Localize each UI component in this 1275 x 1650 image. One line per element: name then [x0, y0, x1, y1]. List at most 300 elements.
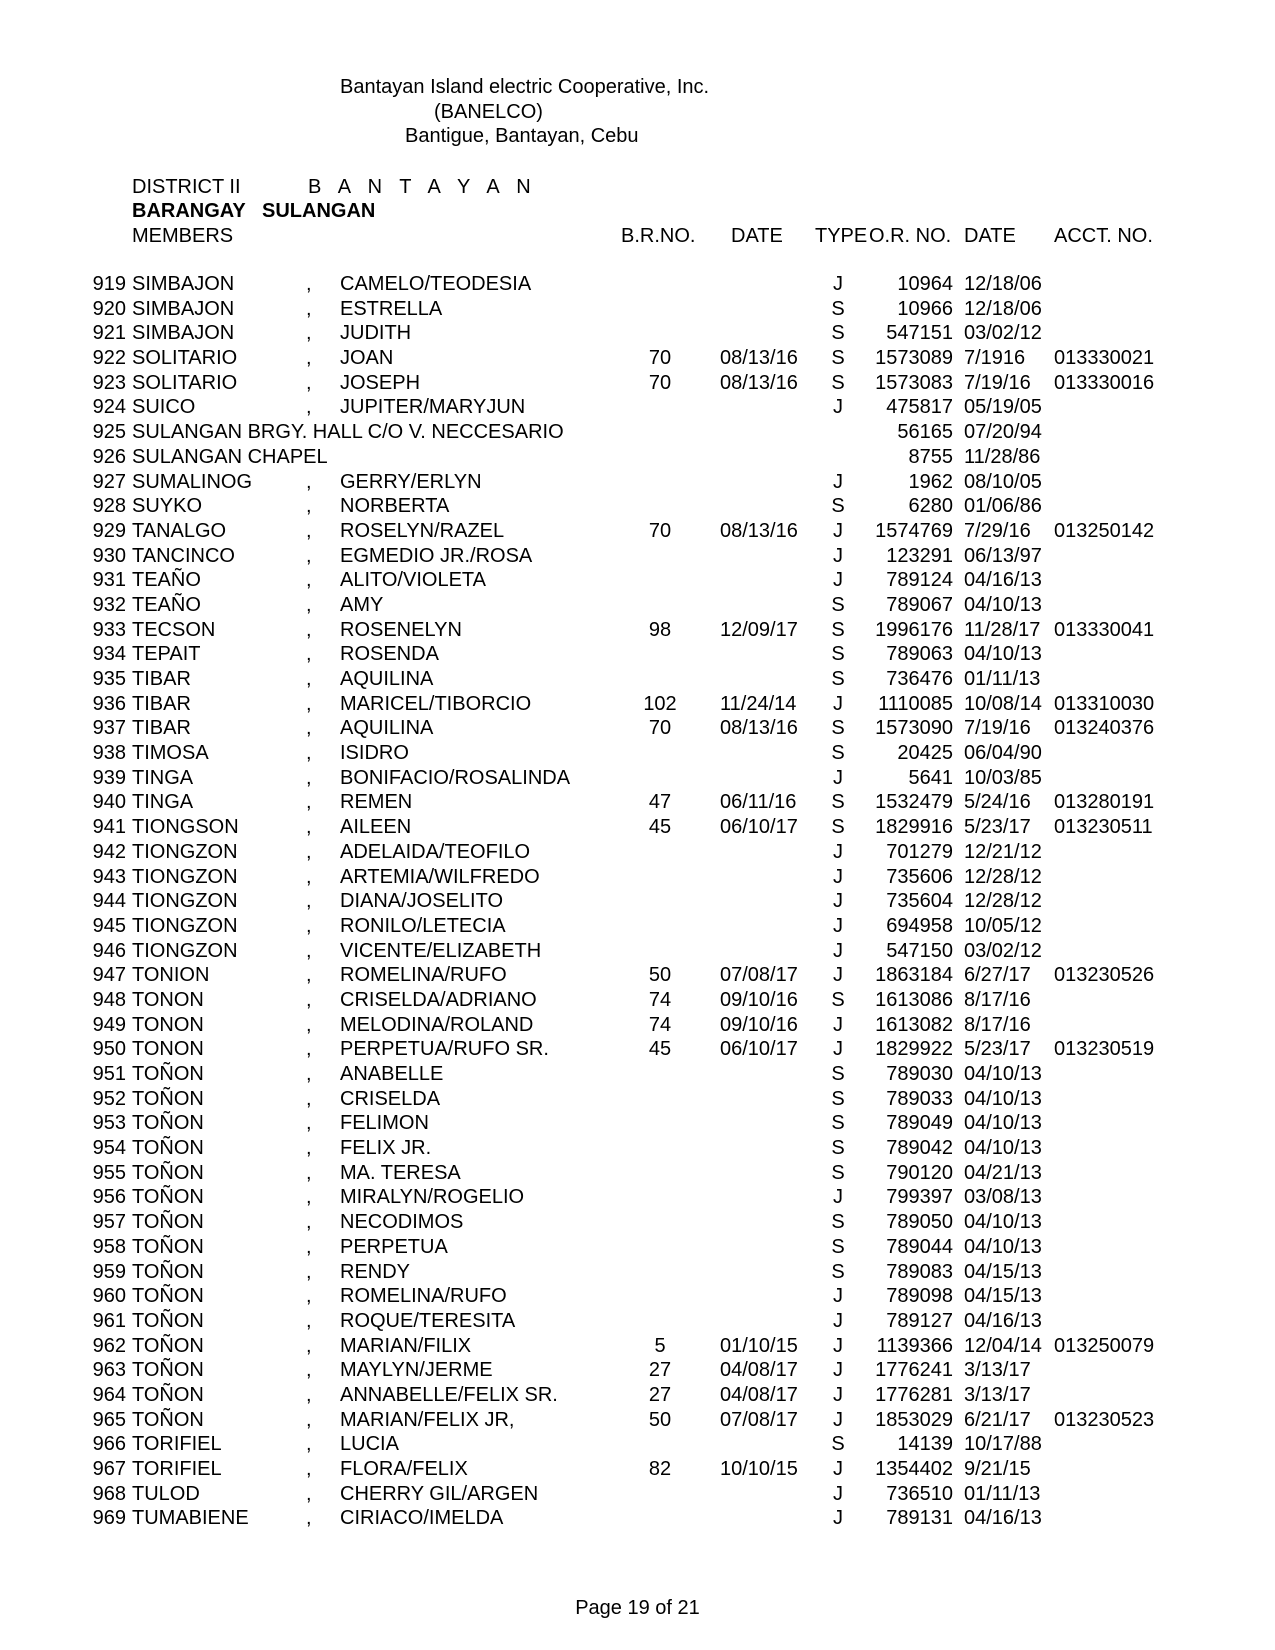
member-number: 932	[92, 593, 126, 616]
member-first-name: ARTEMIA/WILFREDO	[340, 865, 540, 888]
or-number: 789042	[886, 1137, 953, 1160]
member-number: 960	[92, 1285, 126, 1308]
name-separator: ,	[306, 593, 312, 616]
member-number: 944	[92, 890, 126, 913]
table-row	[0, 1284, 1275, 1309]
organization-name: Bantayan Island electric Cooperative, Inc.	[340, 76, 710, 98]
column-header-acct-no: ACCT. NO.	[1054, 225, 1153, 247]
member-last-name: SIMBAJON	[132, 322, 235, 345]
or-number: 789067	[886, 593, 953, 616]
member-first-name: FELIMON	[340, 1112, 429, 1135]
br-date: 06/10/17	[720, 816, 798, 839]
name-separator: ,	[306, 988, 312, 1011]
name-separator: ,	[306, 964, 312, 987]
or-date: 9/21/15	[964, 1458, 1031, 1480]
or-date: 03/02/12	[964, 322, 1042, 345]
or-date: 12/21/12	[964, 840, 1042, 863]
member-first-name: ESTRELLA	[340, 297, 443, 320]
member-number: 946	[92, 939, 126, 962]
member-number: 921	[92, 322, 126, 345]
table-row	[0, 346, 1275, 371]
member-last-name: SUYKO	[132, 495, 203, 518]
name-separator: ,	[306, 519, 312, 542]
name-separator: ,	[306, 1260, 312, 1283]
member-first-name: NORBERTA	[340, 495, 450, 518]
page-number: Page 19 of 21	[575, 1597, 700, 1619]
table-row	[0, 1309, 1275, 1334]
account-number: 013230511	[1054, 816, 1153, 839]
member-type: J	[833, 569, 843, 592]
barangay-line	[132, 199, 376, 223]
member-type: J	[833, 1458, 843, 1480]
br-number: 50	[648, 1408, 672, 1431]
member-type: S	[831, 816, 845, 839]
table-row	[0, 1408, 1275, 1433]
member-first-name: JOSEPH	[340, 371, 421, 394]
member-first-name: ISIDRO	[340, 742, 409, 765]
table-row	[0, 618, 1275, 643]
member-number: 923	[92, 371, 126, 394]
name-separator: ,	[306, 791, 312, 814]
member-last-name: TOÑON	[132, 1334, 204, 1357]
or-date: 04/10/13	[964, 1137, 1042, 1160]
name-separator: ,	[306, 1408, 312, 1431]
member-first-name: GERRY/ERLYN	[340, 470, 482, 493]
member-first-name: ALITO/VIOLETA	[340, 569, 486, 592]
member-number: 936	[92, 692, 126, 715]
name-separator: ,	[306, 1087, 312, 1110]
or-date: 12/18/06	[964, 273, 1042, 295]
or-date: 11/28/86	[964, 445, 1041, 468]
member-first-name: ANABELLE	[340, 1063, 444, 1085]
table-row	[0, 519, 1275, 544]
member-last-name: TOÑON	[132, 1087, 204, 1110]
member-number: 954	[92, 1137, 126, 1160]
name-separator: ,	[306, 816, 312, 839]
or-date: 04/10/13	[964, 593, 1042, 616]
member-type: J	[833, 1408, 843, 1431]
member-first-name: MARIAN/FILIX	[340, 1334, 472, 1357]
or-date: 03/02/12	[964, 939, 1042, 962]
or-date: 04/16/13	[964, 1309, 1042, 1332]
table-row	[0, 445, 1275, 470]
br-number: 45	[648, 816, 672, 839]
member-last-name: TIBAR	[132, 668, 191, 690]
table-row	[0, 494, 1275, 519]
or-date: 12/28/12	[964, 890, 1042, 913]
or-number: 6280	[908, 495, 953, 518]
name-separator: ,	[306, 914, 312, 937]
column-header-or-date: DATE	[964, 225, 1016, 247]
table-row	[0, 741, 1275, 766]
member-last-name: TIONGZON	[132, 840, 238, 863]
table-row	[0, 297, 1275, 322]
or-date: 04/10/13	[964, 1211, 1042, 1234]
member-first-name: RONILO/LETECIA	[340, 914, 506, 937]
or-number: 1776281	[875, 1383, 953, 1406]
member-number: 938	[92, 742, 126, 765]
member-last-name: TOÑON	[132, 1112, 204, 1135]
name-separator: ,	[306, 273, 312, 295]
account-number: 013250142	[1054, 519, 1155, 542]
name-separator: ,	[306, 939, 312, 962]
or-number: 56165	[897, 421, 953, 444]
member-last-name: SIMBAJON	[132, 273, 235, 295]
member-last-name: SIMBAJON	[132, 297, 235, 320]
or-number: 694958	[886, 914, 953, 937]
table-row	[0, 939, 1275, 964]
name-separator: ,	[306, 766, 312, 789]
name-separator: ,	[306, 322, 312, 345]
table-row	[0, 1161, 1275, 1186]
member-first-name: ROSELYN/RAZEL	[340, 519, 505, 542]
table-row	[0, 815, 1275, 840]
or-number: 8755	[908, 445, 953, 468]
member-first-name: BONIFACIO/ROSALINDA	[340, 766, 571, 789]
member-first-name: JUPITER/MARYJUN	[340, 396, 526, 419]
member-number: 963	[92, 1359, 126, 1382]
name-separator: ,	[306, 1235, 312, 1258]
member-number: 943	[92, 865, 126, 888]
name-separator: ,	[306, 1186, 312, 1209]
member-last-name: TIONGZON	[132, 939, 238, 962]
or-date: 10/03/85	[964, 766, 1042, 789]
member-type: J	[833, 1482, 843, 1505]
member-first-name: MAYLYN/JERME	[340, 1359, 493, 1382]
or-date: 7/29/16	[964, 519, 1031, 542]
name-separator: ,	[306, 569, 312, 592]
member-first-name: MELODINA/ROLAND	[340, 1013, 534, 1036]
member-last-name: TANALGO	[132, 519, 227, 542]
member-last-name: TOÑON	[132, 1359, 204, 1382]
member-number: 926	[92, 445, 126, 468]
br-date: 06/11/16	[720, 791, 797, 814]
district-value: B A N T A Y A N	[308, 176, 537, 198]
member-number: 957	[92, 1211, 126, 1234]
br-number: 74	[648, 988, 672, 1011]
name-separator: ,	[306, 470, 312, 493]
member-last-name: TONON	[132, 1038, 204, 1061]
br-number: 5	[654, 1334, 666, 1357]
br-number: 82	[648, 1458, 672, 1480]
name-separator: ,	[306, 1161, 312, 1184]
or-number: 799397	[886, 1186, 953, 1209]
table-row	[0, 642, 1275, 667]
or-number: 789063	[886, 643, 953, 666]
member-type: S	[831, 297, 845, 320]
member-first-name: PERPETUA/RUFO SR.	[340, 1038, 549, 1061]
member-type: J	[833, 865, 843, 888]
name-separator: ,	[306, 371, 312, 394]
member-last-name: TORIFIEL	[132, 1433, 222, 1456]
or-number: 1532479	[875, 791, 953, 814]
member-type: J	[833, 396, 843, 419]
member-type: S	[831, 593, 845, 616]
or-date: 7/19/16	[964, 371, 1031, 394]
member-first-name: ROSENDA	[340, 643, 439, 666]
member-type: S	[831, 1087, 845, 1110]
member-last-name: SOLITARIO	[132, 371, 238, 394]
table-row	[0, 1260, 1275, 1285]
member-number: 919	[92, 273, 126, 295]
organization-address: Bantigue, Bantayan, Cebu	[405, 125, 639, 147]
name-separator: ,	[306, 297, 312, 320]
account-number: 013230519	[1054, 1038, 1155, 1061]
or-date: 3/13/17	[964, 1359, 1031, 1382]
member-type: S	[831, 1161, 845, 1184]
table-row	[0, 1432, 1275, 1457]
member-first-name: DIANA/JOSELITO	[340, 890, 504, 913]
member-last-name: TONON	[132, 1013, 204, 1036]
member-first-name: AILEEN	[340, 816, 412, 839]
name-separator: ,	[306, 1013, 312, 1036]
or-date: 04/21/13	[964, 1161, 1042, 1184]
member-type: S	[831, 1063, 845, 1085]
member-last-name: SULANGAN BRGY. HALL C/O V. NECCESARIO	[132, 421, 564, 444]
or-date: 6/21/17	[964, 1408, 1031, 1431]
or-number: 701279	[886, 840, 953, 863]
member-type: J	[833, 1038, 843, 1061]
member-number: 955	[92, 1161, 126, 1184]
member-first-name: ANNABELLE/FELIX SR.	[340, 1383, 558, 1406]
or-number: 789124	[886, 569, 953, 592]
member-first-name: JOAN	[340, 347, 394, 370]
member-last-name: TOÑON	[132, 1383, 204, 1406]
member-last-name: TIBAR	[132, 692, 191, 715]
member-last-name: TINGA	[132, 791, 194, 814]
or-number: 1354402	[875, 1458, 953, 1480]
name-separator: ,	[306, 742, 312, 765]
br-date: 11/24/14	[720, 692, 797, 715]
name-separator: ,	[306, 1112, 312, 1135]
table-row	[0, 1037, 1275, 1062]
member-last-name: TOÑON	[132, 1186, 204, 1209]
or-date: 5/23/17	[964, 816, 1031, 839]
br-number: 74	[648, 1013, 672, 1036]
table-row	[0, 1383, 1275, 1408]
table-row	[0, 420, 1275, 445]
or-date: 04/16/13	[964, 1507, 1042, 1530]
member-first-name: CRISELDA	[340, 1087, 441, 1110]
member-type: S	[831, 1433, 845, 1456]
member-last-name: TONON	[132, 988, 204, 1011]
account-number: 013330041	[1054, 618, 1155, 641]
member-first-name: AMY	[340, 593, 384, 616]
or-date: 7/1916	[964, 347, 1026, 370]
table-row	[0, 692, 1275, 717]
member-last-name: TOÑON	[132, 1309, 204, 1332]
member-number: 953	[92, 1112, 126, 1135]
member-type: S	[831, 1260, 845, 1283]
member-number: 929	[92, 519, 126, 542]
or-number: 123291	[886, 544, 953, 567]
or-number: 1573089	[875, 347, 953, 370]
member-type: J	[833, 1285, 843, 1308]
member-type: S	[831, 742, 845, 765]
members-table	[0, 272, 1275, 1531]
br-date: 04/08/17	[720, 1359, 798, 1382]
member-number: 933	[92, 618, 126, 641]
member-type: J	[833, 939, 843, 962]
member-type: S	[831, 618, 845, 641]
member-type: S	[831, 668, 845, 690]
or-number: 789098	[886, 1285, 953, 1308]
member-type: J	[833, 470, 843, 493]
column-header-or-no: O.R. NO.	[869, 225, 952, 247]
br-number: 45	[648, 1038, 672, 1061]
table-row	[0, 1210, 1275, 1235]
account-number: 013250079	[1054, 1334, 1155, 1357]
member-last-name: TOÑON	[132, 1408, 204, 1431]
or-date: 11/28/17	[964, 618, 1041, 641]
or-date: 04/10/13	[964, 1112, 1042, 1135]
or-number: 789131	[886, 1507, 953, 1530]
member-type: J	[833, 1013, 843, 1036]
or-date: 06/13/97	[964, 544, 1042, 567]
or-date: 3/13/17	[964, 1383, 1031, 1406]
member-last-name: TOÑON	[132, 1063, 204, 1085]
member-first-name: NECODIMOS	[340, 1211, 464, 1234]
member-last-name: SUMALINOG	[132, 470, 253, 493]
or-date: 12/04/14	[964, 1334, 1042, 1357]
member-last-name: TINGA	[132, 766, 194, 789]
table-row	[0, 988, 1275, 1013]
member-type: S	[831, 495, 845, 518]
br-date: 06/10/17	[720, 1038, 798, 1061]
or-number: 20425	[897, 742, 953, 765]
or-date: 7/19/16	[964, 717, 1031, 740]
or-number: 1863184	[875, 964, 953, 987]
name-separator: ,	[306, 495, 312, 518]
br-number: 102	[643, 692, 677, 715]
br-date: 09/10/16	[720, 988, 798, 1011]
member-number: 958	[92, 1235, 126, 1258]
table-row	[0, 1334, 1275, 1359]
or-number: 10966	[897, 297, 953, 320]
member-number: 949	[92, 1013, 126, 1036]
or-number: 547150	[886, 939, 953, 962]
member-type: S	[831, 988, 845, 1011]
member-last-name: TOÑON	[132, 1260, 204, 1283]
table-row	[0, 1062, 1275, 1087]
or-number: 1573083	[875, 371, 953, 394]
or-number: 1776241	[875, 1359, 953, 1382]
or-number: 789049	[886, 1112, 953, 1135]
member-number: 924	[92, 396, 126, 419]
member-last-name: TECSON	[132, 618, 216, 641]
account-number: 013230526	[1054, 964, 1155, 987]
or-date: 04/15/13	[964, 1285, 1042, 1308]
or-number: 1829916	[875, 816, 953, 839]
or-number: 790120	[886, 1161, 953, 1184]
member-type: S	[831, 717, 845, 740]
name-separator: ,	[306, 1285, 312, 1308]
table-row	[0, 1457, 1275, 1482]
name-separator: ,	[306, 668, 312, 690]
member-number: 927	[92, 470, 126, 493]
table-row	[0, 470, 1275, 495]
member-first-name: CRISELDA/ADRIANO	[340, 988, 537, 1011]
table-row	[0, 1185, 1275, 1210]
or-date: 08/10/05	[964, 470, 1042, 493]
br-number: 50	[648, 964, 672, 987]
name-separator: ,	[306, 396, 312, 419]
member-number: 965	[92, 1408, 126, 1431]
member-first-name: MA. TERESA	[340, 1161, 461, 1184]
account-number: 013280191	[1054, 791, 1155, 814]
name-separator: ,	[306, 717, 312, 740]
member-type: S	[831, 791, 845, 814]
member-last-name: TOÑON	[132, 1137, 204, 1160]
or-number: 1574769	[875, 519, 953, 542]
column-header-date: DATE	[731, 225, 783, 247]
table-row	[0, 568, 1275, 593]
organization-abbreviation: (BANELCO)	[434, 101, 543, 123]
or-date: 12/28/12	[964, 865, 1042, 888]
member-first-name: VICENTE/ELIZABETH	[340, 939, 542, 962]
member-number: 922	[92, 347, 126, 370]
member-type: S	[831, 1137, 845, 1160]
member-first-name: CHERRY GIL/ARGEN	[340, 1482, 539, 1505]
name-separator: ,	[306, 1433, 312, 1456]
name-separator: ,	[306, 692, 312, 715]
member-type: S	[831, 1112, 845, 1135]
member-number: 945	[92, 914, 126, 937]
or-date: 04/10/13	[964, 1063, 1042, 1085]
name-separator: ,	[306, 865, 312, 888]
table-row	[0, 865, 1275, 890]
or-date: 8/17/16	[964, 1013, 1031, 1036]
or-number: 736476	[886, 668, 953, 690]
member-number: 930	[92, 544, 126, 567]
table-row	[0, 395, 1275, 420]
or-date: 10/17/88	[964, 1433, 1042, 1456]
member-number: 947	[92, 964, 126, 987]
br-date: 08/13/16	[720, 347, 798, 370]
member-type: J	[833, 1186, 843, 1209]
table-row	[0, 544, 1275, 569]
br-number: 70	[648, 519, 672, 542]
member-number: 964	[92, 1383, 126, 1406]
or-date: 03/08/13	[964, 1186, 1042, 1209]
member-type: J	[833, 840, 843, 863]
member-last-name: TEAÑO	[132, 593, 201, 616]
or-number: 1829922	[875, 1038, 953, 1061]
member-last-name: SUICO	[132, 396, 196, 419]
name-separator: ,	[306, 544, 312, 567]
or-date: 04/15/13	[964, 1260, 1042, 1283]
column-header-br-no: B.R.NO.	[621, 225, 696, 247]
table-row	[0, 321, 1275, 346]
member-type: S	[831, 371, 845, 394]
member-first-name: CAMELO/TEODESIA	[340, 273, 532, 295]
name-separator: ,	[306, 347, 312, 370]
name-separator: ,	[306, 1038, 312, 1061]
or-number: 789127	[886, 1309, 953, 1332]
member-type: J	[833, 692, 843, 715]
member-type: S	[831, 1211, 845, 1234]
table-row	[0, 1136, 1275, 1161]
or-number: 1573090	[875, 717, 953, 740]
member-last-name: SOLITARIO	[132, 347, 238, 370]
member-last-name: TEAÑO	[132, 569, 201, 592]
member-number: 968	[92, 1482, 126, 1505]
br-number: 70	[648, 347, 672, 370]
br-date: 04/08/17	[720, 1383, 798, 1406]
account-number: 013230523	[1054, 1408, 1155, 1431]
account-number: 013240376	[1054, 717, 1155, 740]
member-type: S	[831, 347, 845, 370]
